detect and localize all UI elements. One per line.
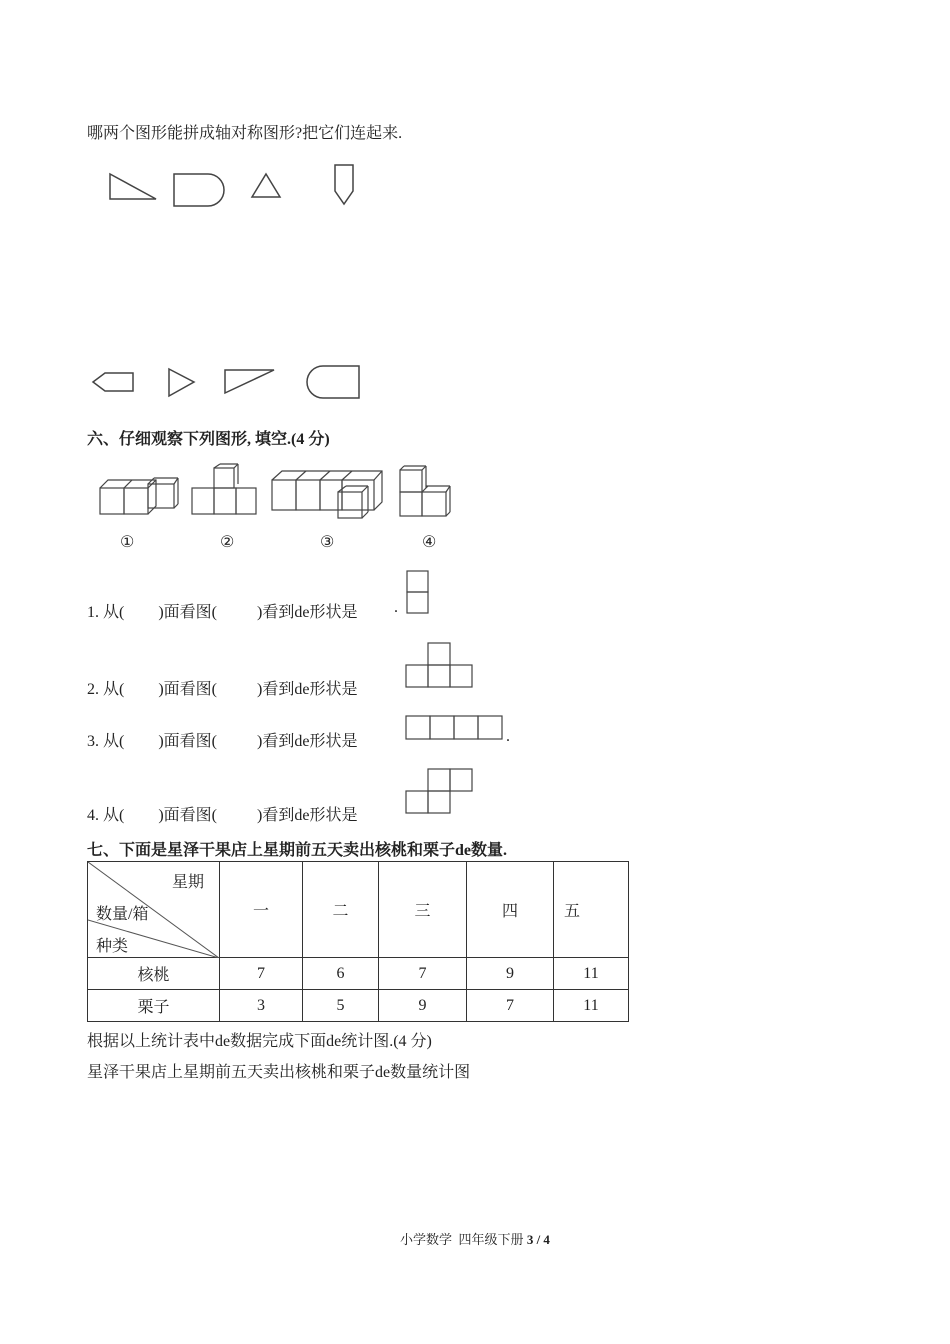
figure-label-1: ①	[120, 534, 135, 551]
section6-title: 六、仔细观察下列图形, 填空.(4 分)	[87, 431, 330, 448]
figure-label-3: ③	[320, 534, 335, 551]
day-header: 二	[303, 862, 379, 958]
view-shape-2	[405, 642, 475, 690]
right-triangle-shape	[108, 172, 160, 202]
header-weekday: 星期	[172, 874, 205, 891]
page-number: 3 / 4	[526, 1232, 550, 1247]
question-1-start: 1. 从(	[87, 604, 125, 621]
table-row	[88, 958, 629, 990]
page-footer	[0, 1229, 950, 1248]
row-name: 栗子	[88, 990, 220, 1022]
table-row	[88, 990, 629, 1022]
day-header: 三	[379, 862, 467, 958]
question-2	[87, 676, 357, 699]
pentagon-arrow-left-shape	[91, 371, 137, 395]
cell-value: 11	[554, 958, 629, 990]
cell-value: 5	[303, 990, 379, 1022]
day-header: 一	[220, 862, 303, 958]
cube-figure-1	[98, 476, 180, 518]
question-4-mid: )面看图(	[158, 807, 218, 824]
half-rounded-rectangle-left-shape	[303, 364, 363, 400]
cell-value: 7	[467, 990, 554, 1022]
view-shape-1	[406, 570, 430, 616]
header-category: 种类	[96, 938, 129, 955]
question-3-start: 3. 从(	[87, 733, 125, 750]
row-name: 核桃	[88, 958, 220, 990]
section7-title: 七、下面是星泽干果店上星期前五天卖出核桃和栗子de数量.	[87, 842, 508, 859]
triangle-right-shape	[167, 367, 197, 399]
question-3-end: )看到de形状是	[257, 733, 358, 750]
view-shape-3	[405, 715, 505, 741]
cell-value: 7	[379, 958, 467, 990]
triangle-shape	[250, 172, 284, 200]
pentagon-arrow-shape	[333, 163, 357, 207]
cell-value: 6	[303, 958, 379, 990]
question-4	[87, 802, 357, 825]
footer-text: 小学数学 四年级下册	[400, 1232, 524, 1247]
question-2-start: 2. 从(	[87, 681, 125, 698]
header-quantity: 数量/箱	[96, 906, 149, 923]
cell-value: 9	[467, 958, 554, 990]
sales-table	[87, 861, 629, 1022]
right-triangle-slant-shape	[223, 368, 277, 396]
question-3	[87, 728, 357, 751]
half-rounded-rectangle-shape	[172, 172, 228, 208]
question-1-end: )看到de形状是	[257, 604, 358, 621]
question-4-end: )看到de形状是	[257, 807, 358, 824]
question-3-tail: .	[506, 728, 510, 745]
question-1	[87, 599, 357, 622]
table-header-corner	[88, 862, 220, 958]
figure-label-4: ④	[422, 534, 437, 551]
cube-figure-3	[270, 468, 386, 522]
day-header: 五	[554, 862, 629, 958]
question-2-end: )看到de形状是	[257, 681, 358, 698]
cell-value: 7	[220, 958, 303, 990]
cube-figure-2	[190, 462, 260, 518]
question-2-mid: )面看图(	[158, 681, 218, 698]
question-4-start: 4. 从(	[87, 807, 125, 824]
cell-value: 11	[554, 990, 629, 1022]
day-header: 四	[467, 862, 554, 958]
section5-instruction: 哪两个图形能拼成轴对称图形?把它们连起来.	[87, 125, 403, 142]
question-3-mid: )面看图(	[158, 733, 218, 750]
cell-value: 9	[379, 990, 467, 1022]
question-1-mid: )面看图(	[158, 604, 218, 621]
figure-label-2: ②	[220, 534, 235, 551]
question-1-tail: .	[394, 599, 398, 616]
cell-value: 3	[220, 990, 303, 1022]
cube-figure-4	[398, 464, 454, 518]
view-shape-4	[405, 768, 475, 816]
chart-title: 星泽干果店上星期前五天卖出核桃和栗子de数量统计图	[87, 1064, 471, 1081]
section7-instruction: 根据以上统计表中de数据完成下面de统计图.(4 分)	[87, 1033, 432, 1050]
